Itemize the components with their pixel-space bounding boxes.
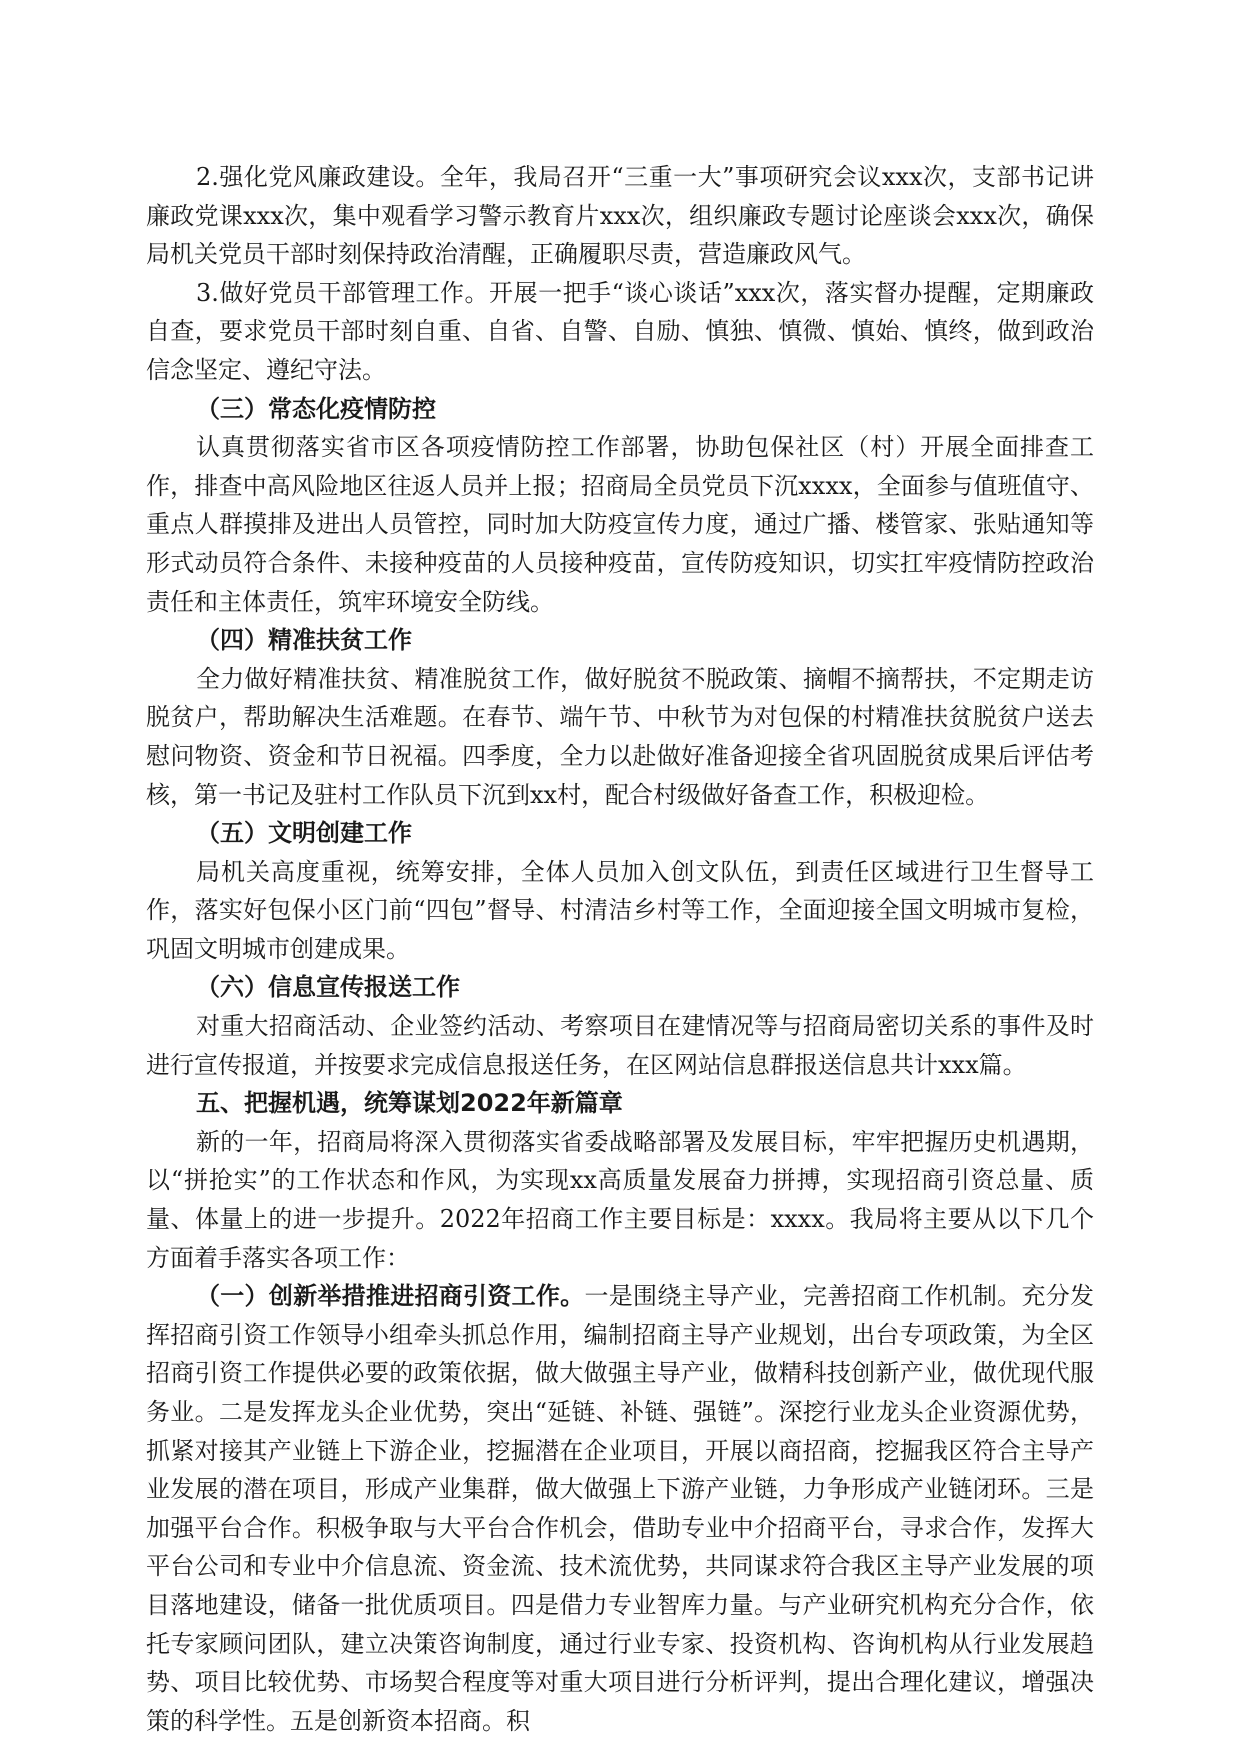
paragraph-party-integrity: 2.强化党风廉政建设。全年，我局召开“三重一大”事项研究会议xxx次，支部书记讲廉政党课xxx次，集中观看学习警示教育片xxx次，组织廉政专题讨论座谈会xxx次，确保局机关党员干部时刻保持政治清醒，正确履职尽责，营造廉政风气。 [146,163,1094,269]
paragraph-investment-measures [146,1277,1094,1740]
heading-information-publicity: （六）信息宣传报送工作 [196,973,460,1002]
heading-civilization-building: （五）文明创建工作 [196,819,412,848]
heading-poverty-alleviation: （四）精准扶贫工作 [196,626,412,655]
paragraph-information-publicity: 对重大招商活动、企业签约活动、考察项目在建情况等与招商局密切关系的事件及时进行宣传报道，并按要求完成信息报送任务，在区网站信息群报送信息共计xxx篇。 [146,1012,1094,1079]
paragraph-epidemic-control: 认真贯彻落实省市区各项疫情防控工作部署，协助包保社区（村）开展全面排查工作，排查中高风险地区往返人员并上报；招商局全员党员下沉xxxx，全面参与值班值守、重点人群摸排及进出人员管控，同时加大防疫宣传力度，通过广播、楼管家、张贴通知等形式动员符合条件、未接种疫苗的人员接种疫苗，宣传防疫知识，切实扛牢疫情防控政治责任和主体责任，筑牢环境安全防线。 [146,433,1094,616]
paragraph-cadre-management: 3.做好党员干部管理工作。开展一把手“谈心谈话”xxx次，落实督办提醒，定期廉政自查，要求党员干部时刻自重、自省、自警、自励、慎独、慎微、慎始、慎终，做到政治信念坚定、遵纪守法。 [146,278,1094,384]
paragraph-poverty-alleviation: 全力做好精准扶贫、精准脱贫工作，做好脱贫不脱政策、摘帽不摘帮扶，不定期走访脱贫户，帮助解决生活难题。在春节、端午节、中秋节为对包保的村精准扶贫脱贫户送去慰问物资、资金和节日祝福。四季度，全力以赴做好准备迎接全省巩固脱贫成果后评估考核，第一书记及驻村工作队员下沉到xx村，配合村级做好备查工作，积极迎检。 [146,664,1094,809]
heading-epidemic-control: （三）常态化疫情防控 [196,394,436,423]
body-investment-measures: 一是围绕主导产业，完善招商工作机制。充分发挥招商引资工作领导小组牵头抓总作用，编制招商主导产业规划，出台专项政策，为全区招商引资工作提供必要的政策依据，做大做强主导产业，做精科技创新产业，做优现代服务业。二是发挥龙头企业优势，突出“延链、补链、强链”。深挖行业龙头企业资源优势，抓紧对接其产业链上下游企业，挖掘潜在企业项目，开展以商招商，挖掘我区符合主导产业发展的潜在项目，形成产业集群，做大做强上下游产业链，力争形成产业链闭环。三是加强平台合作。积极争取与大平台合作机会，借助专业中介招商平台，寻求合作，发挥大平台公司和专业中介信息流、资金流、技术流优势，共同谋求符合我区主导产业发展的项目落地建设，储备一批优质项目。四是借力专业智库力量。与产业研究机构充分合作，依托专家顾问团队，建立决策咨询制度，通过行业专家、投资机构、咨询机构从行业发展趋势、项目比较优势、市场契合程度等对重大项目进行分析评判，提出合理化建议，增强决策的科学性。五是创新资本招商。积 [146,1282,1095,1735]
lead-investment-measures: （一）创新举措推进招商引资工作。 [196,1282,585,1311]
paragraph-civilization-building: 局机关高度重视，统筹安排，全体人员加入创文队伍，到责任区域进行卫生督导工作，落实好包保小区门前“四包”督导、村清洁乡村等工作，全面迎接全国文明城市复检，巩固文明城市创建成果。 [146,857,1094,963]
heading-section-five: 五、把握机遇，统筹谋划2022年新篇章 [196,1089,623,1118]
paragraph-new-year-plan: 新的一年，招商局将深入贯彻落实省委战略部署及发展目标，牢牢把握历史机遇期，以“拼抢实”的工作状态和作风，为实现xx高质量发展奋力拼搏，实现招商引资总量、质量、体量上的进一步提升。2022年招商工作主要目标是：xxxx。我局将主要从以下几个方面着手落实各项工作： [146,1127,1094,1272]
